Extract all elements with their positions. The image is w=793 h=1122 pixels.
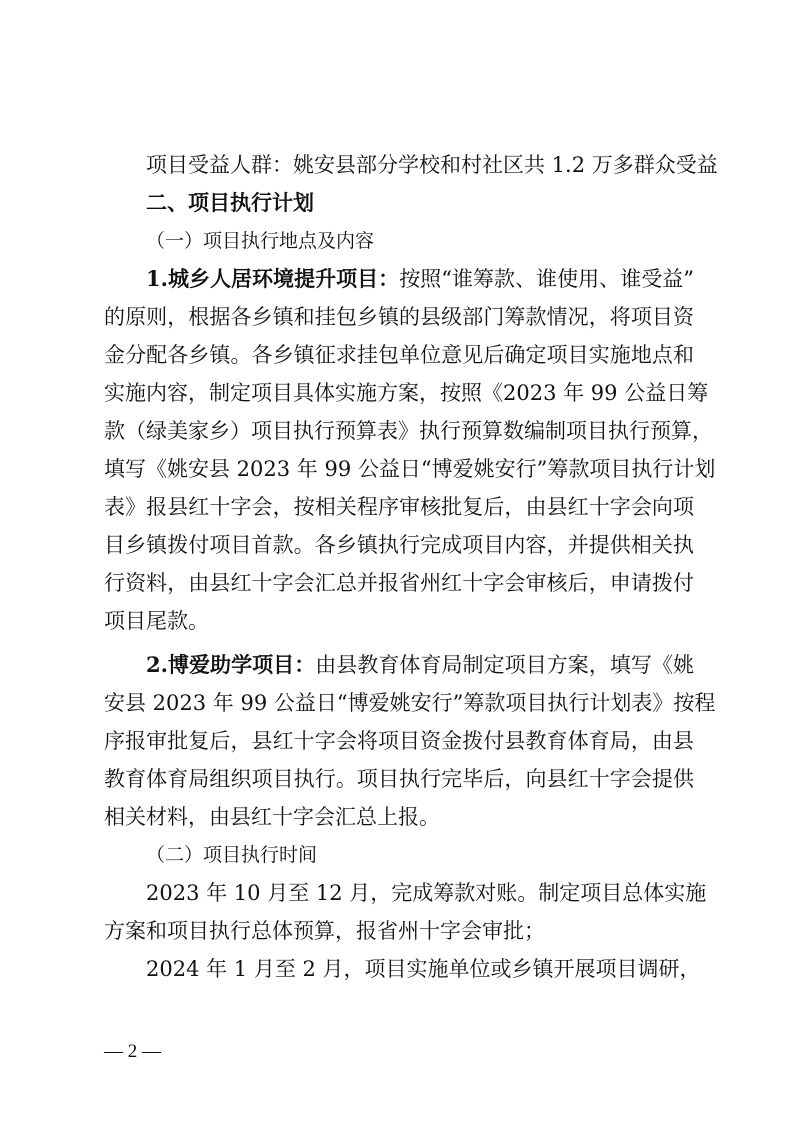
paragraph-1-line-6: 填写《姚安县 2023 年 99 公益日“博爱姚安行”筹款项目执行计划: [104, 457, 716, 481]
page-number: — 2 —: [104, 1041, 161, 1062]
paragraph-1-line-5: 款（绿美家乡）项目执行预算表》执行预算数编制项目执行预算，: [104, 419, 713, 443]
paragraph-1-line-4: 实施内容，制定项目具体实施方案，按照《2023 年 99 公益日筹: [104, 381, 709, 405]
paragraph-1-line-10: 项目尾款。: [104, 609, 209, 633]
subsection-heading-2: （二）项目执行时间: [146, 844, 318, 866]
paragraph-1-line-3: 金分配各乡镇。各乡镇征求挂包单位意见后确定项目实施地点和: [104, 343, 694, 367]
paragraph-2-line-5: 相关材料，由县红十字会汇总上报。: [104, 805, 440, 829]
paragraph-2-line-1: [146, 650, 694, 680]
paragraph-2-line-4: 教育体育局组织项目执行。项目执行完毕后，向县红十字会提供: [104, 767, 694, 791]
paragraph-1-line-7: 表》报县红十字会，按相关程序审核批复后，由县红十字会向项: [104, 495, 694, 519]
paragraph-1-line-8: 目乡镇拨付项目首款。各乡镇执行完成项目内容，并提供相关执: [104, 533, 694, 557]
item-1-title: 1.城乡人居环境提升项目：: [146, 266, 400, 291]
item-2-text: 由县教育体育局制定项目方案，填写《姚: [315, 653, 694, 677]
subsection-heading-1: （一）项目执行地点及内容: [146, 230, 375, 252]
paragraph-1-line-1: [146, 264, 694, 294]
item-1-text: 按照“谁筹款、谁使用、谁受益”: [399, 267, 694, 291]
beneficiaries-line: 项目受益人群：姚安县部分学校和村社区共 1.2 万多群众受益: [146, 153, 718, 177]
schedule-line-2: 方案和项目执行总体预算，报省州十字会审批；: [104, 919, 545, 943]
schedule-line-1: 2023 年 10 月至 12 月，完成筹款对账。制定项目总体实施: [146, 881, 707, 905]
paragraph-2-line-2: 安县 2023 年 99 公益日“博爱姚安行”筹款项目执行计划表》按程: [104, 691, 716, 715]
paragraph-1-line-2: 的原则，根据各乡镇和挂包乡镇的县级部门筹款情况，将项目资: [104, 305, 694, 329]
paragraph-2-line-3: 序报审批复后，县红十字会将项目资金拨付县教育体育局，由县: [104, 729, 694, 753]
section-heading-2: 二、项目执行计划: [146, 191, 314, 215]
paragraph-1-line-9: 行资料，由县红十字会汇总并报省州红十字会审核后，申请拨付: [104, 571, 694, 595]
schedule-line-3: 2024 年 1 月至 2 月，项目实施单位或乡镇开展项目调研，: [146, 957, 701, 981]
item-2-title: 2.博爱助学项目：: [146, 652, 316, 677]
